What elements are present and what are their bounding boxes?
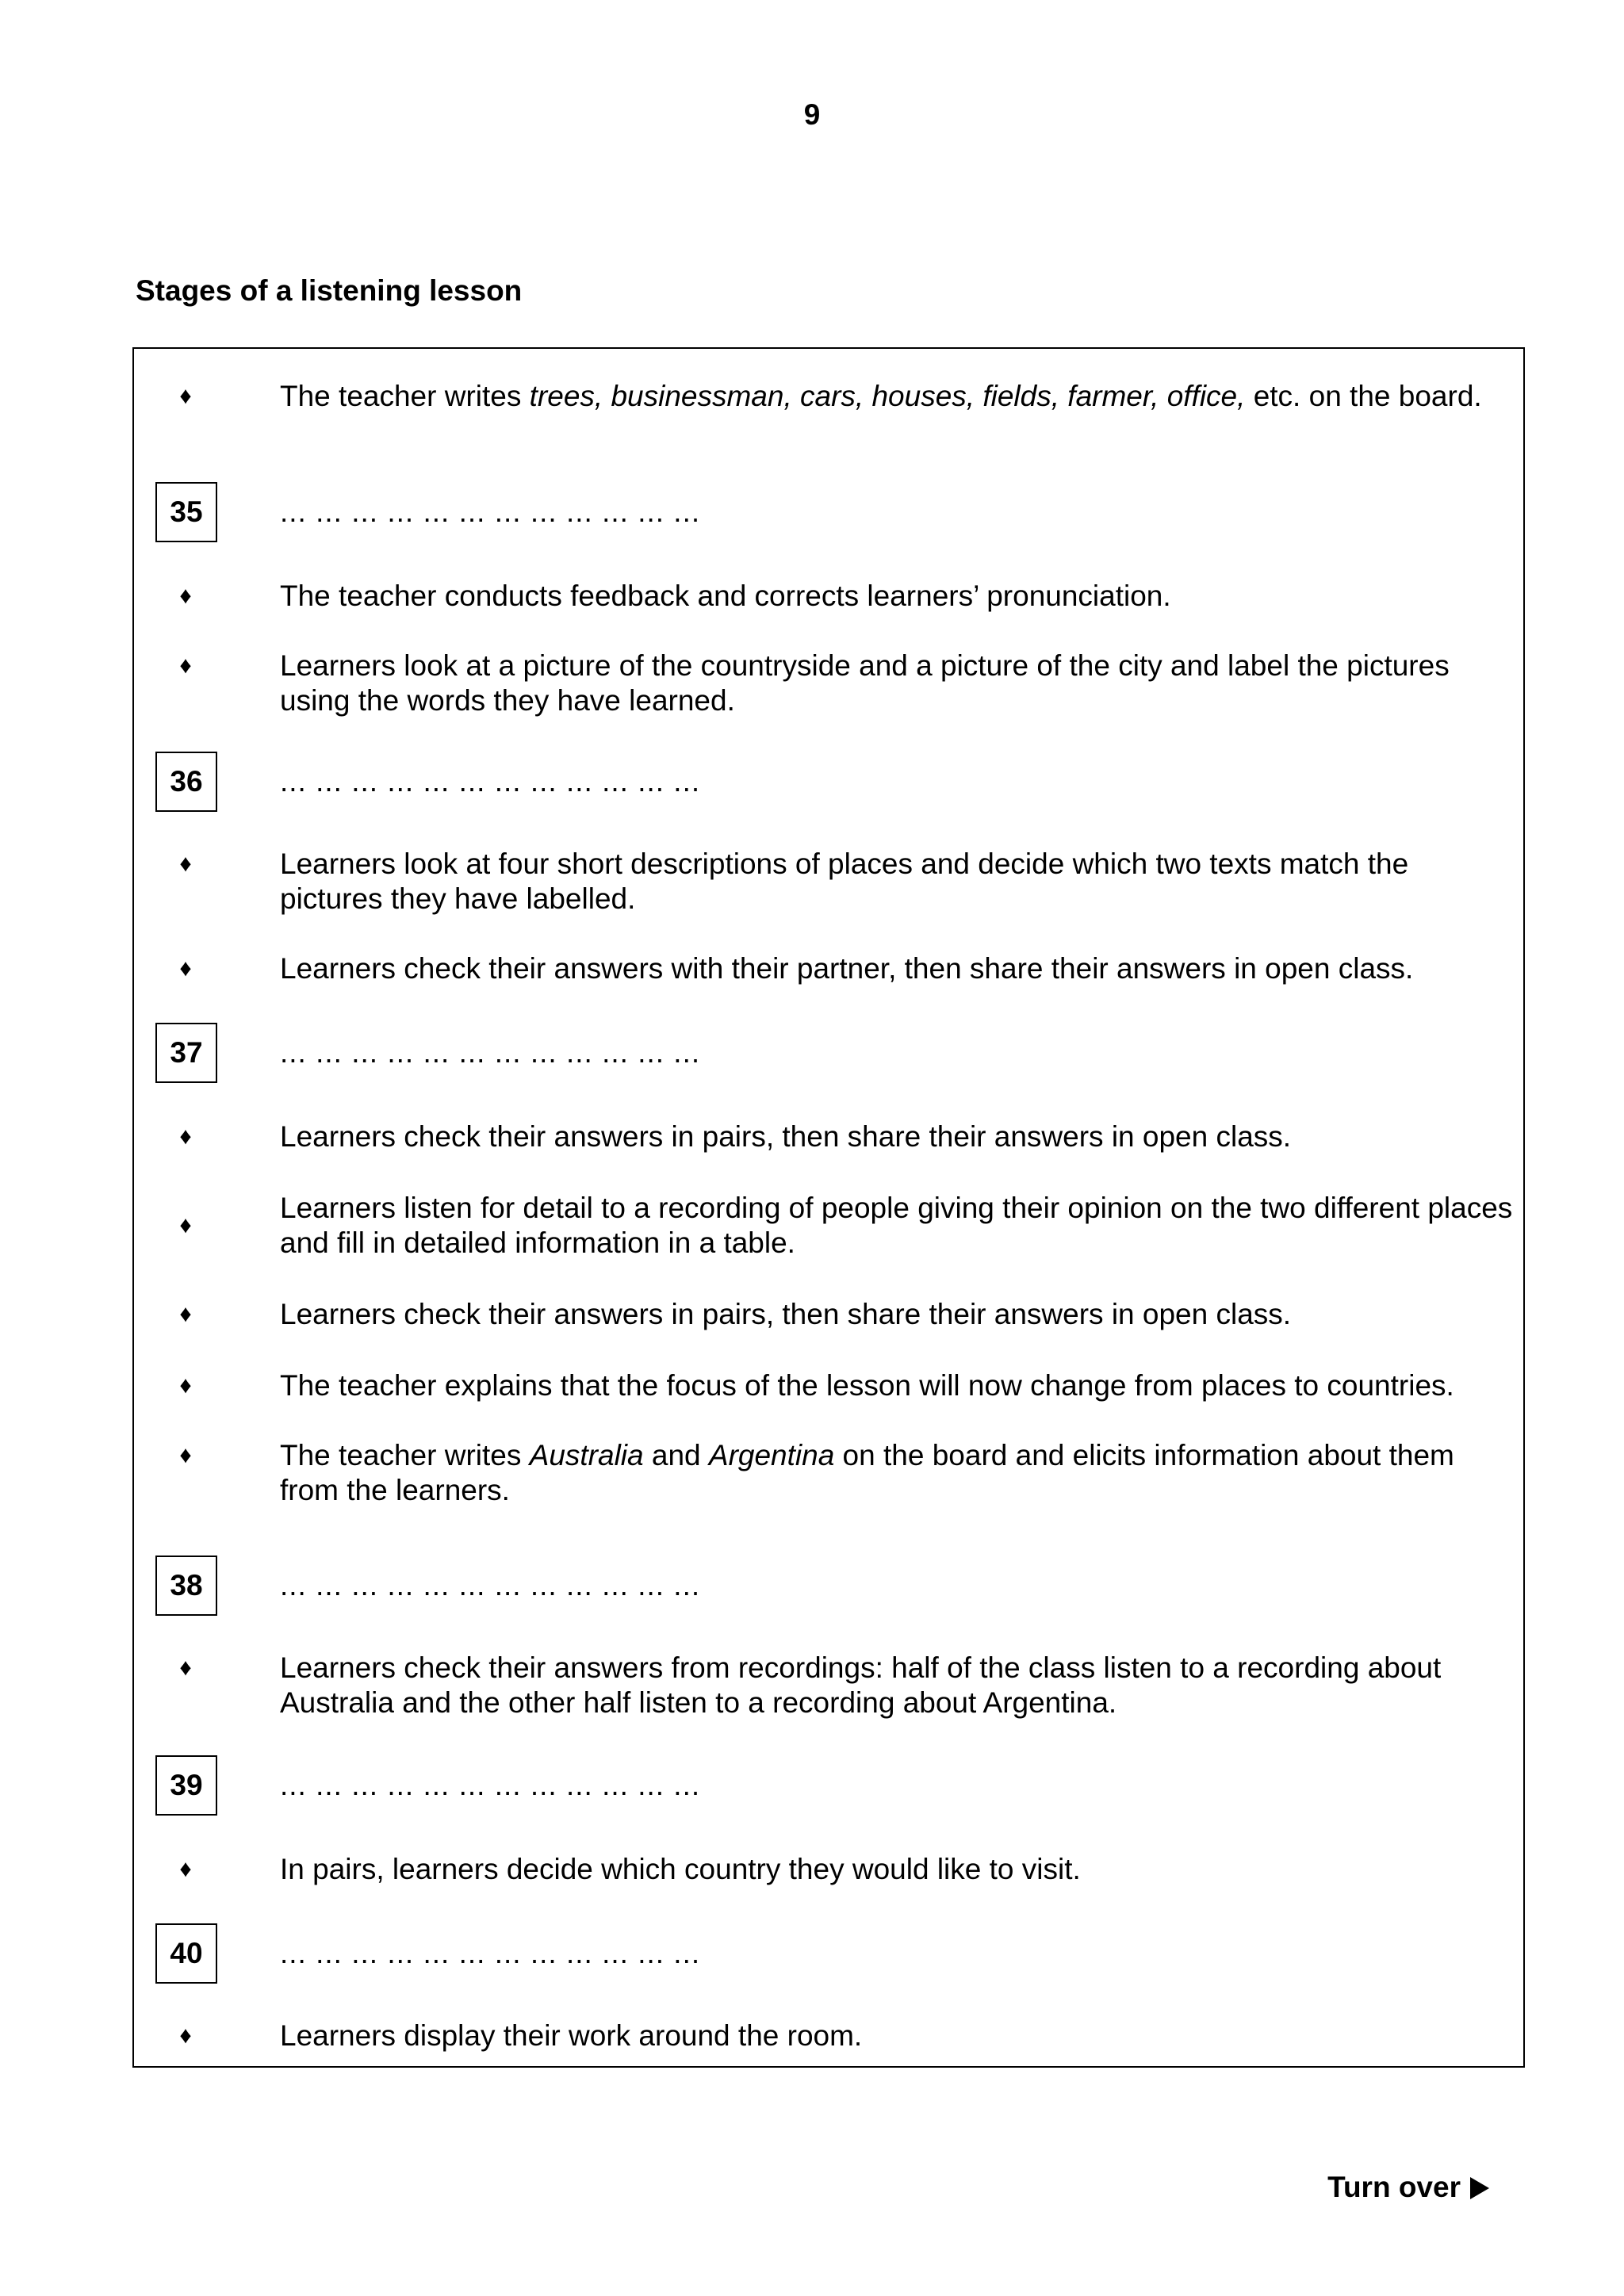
stage-text: The teacher writes Australia and Argentina on the board and elicits information about them from the learners. [280, 1439, 1454, 1506]
answer-blank-37[interactable]: ... ... ... ... ... ... ... ... ... ... ... ... [280, 1036, 701, 1069]
triangle-right-icon [1470, 2177, 1489, 2199]
bullet-diamond-icon: ♦ [179, 851, 192, 877]
bullet-diamond-icon: ♦ [179, 1301, 192, 1327]
stage-text: The teacher conducts feedback and corrects learners’ pronunciation. [280, 580, 1171, 612]
question-number-37: 37 [155, 1023, 217, 1083]
bullet-diamond-icon: ♦ [179, 1442, 192, 1468]
stage-text: Learners check their answers in pairs, then share their answers in open class. [280, 1298, 1292, 1330]
stage-text: Learners check their answers with their partner, then share their answers in open class. [280, 952, 1414, 985]
question-number-38: 38 [155, 1556, 217, 1616]
bullet-diamond-icon: ♦ [179, 1856, 192, 1882]
stage-text: In pairs, learners decide which country they would like to visit. [280, 1853, 1081, 1885]
answer-blank-39[interactable]: ... ... ... ... ... ... ... ... ... ... ... ... [280, 1769, 701, 1801]
question-number-36: 36 [155, 752, 217, 812]
bullet-diamond-icon: ♦ [179, 1123, 192, 1150]
answer-blank-40[interactable]: ... ... ... ... ... ... ... ... ... ... ... ... [280, 1937, 701, 1969]
stage-text: Learners check their answers in pairs, then share their answers in open class. [280, 1120, 1292, 1153]
stage-text: Learners look at a picture of the countryside and a picture of the city and label the pictures using the words they have learned. [280, 649, 1450, 717]
bullet-diamond-icon: ♦ [179, 1655, 192, 1681]
answer-blank-35[interactable]: ... ... ... ... ... ... ... ... ... ... ... ... [280, 496, 701, 528]
bullet-diamond-icon: ♦ [179, 2022, 192, 2049]
bullet-diamond-icon: ♦ [179, 383, 192, 409]
bullet-diamond-icon: ♦ [179, 583, 192, 609]
turn-over-label: Turn over [1327, 2171, 1489, 2204]
section-title: Stages of a listening lesson [136, 274, 523, 307]
answer-blank-36[interactable]: ... ... ... ... ... ... ... ... ... ... ... ... [280, 765, 701, 798]
stage-text: The teacher writes trees, businessman, cars, houses, fields, farmer, office, etc. on the board. [280, 380, 1482, 412]
page-number: 9 [803, 98, 821, 131]
stage-text: Learners display their work around the room. [280, 2019, 863, 2052]
stage-text: Learners check their answers from recordings: half of the class listen to a recording about Australia and the other half listen to a recording about Argentina. [280, 1651, 1442, 1719]
bullet-diamond-icon: ♦ [179, 652, 192, 679]
bullet-diamond-icon: ♦ [179, 1372, 192, 1399]
question-number-39: 39 [155, 1755, 217, 1816]
answer-blank-38[interactable]: ... ... ... ... ... ... ... ... ... ... ... ... [280, 1569, 701, 1601]
stage-text: The teacher explains that the focus of the lesson will now change from places to countries. [280, 1369, 1454, 1402]
question-number-35: 35 [155, 482, 217, 542]
bullet-diamond-icon: ♦ [179, 955, 192, 982]
stage-text: Learners look at four short descriptions of places and decide which two texts match the pictures they have labelled. [280, 848, 1409, 915]
stages-box [132, 347, 1525, 2068]
stage-text: Learners listen for detail to a recording of people giving their opinion on the two different places and fill in detailed information in a table. [280, 1192, 1513, 1259]
question-number-40: 40 [155, 1923, 217, 1984]
bullet-diamond-icon: ♦ [179, 1212, 192, 1238]
